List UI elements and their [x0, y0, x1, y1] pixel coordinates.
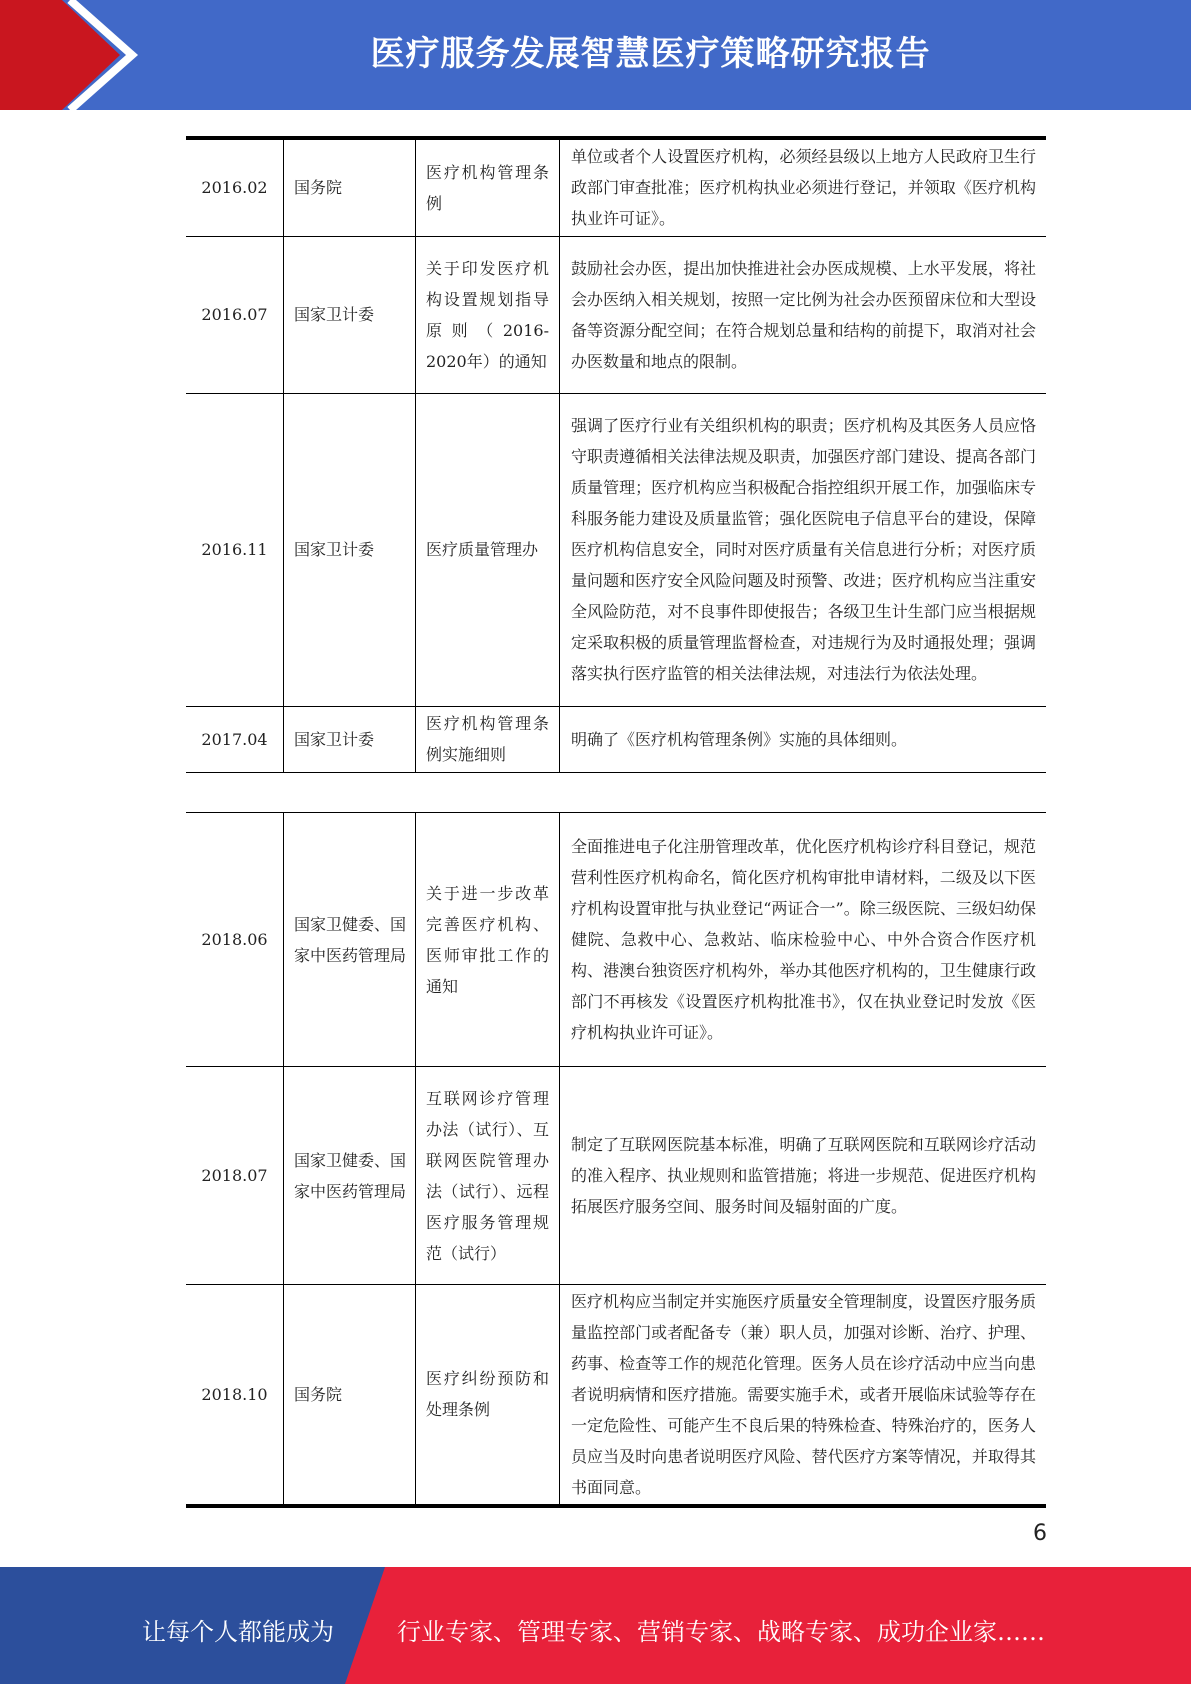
content-cell: 明确了《医疗机构管理条例》实施的具体细则。 — [560, 706, 1047, 772]
issuer-cell: 国家卫计委 — [284, 393, 416, 706]
policy-cell: 医疗机构管理条例实施细则 — [416, 706, 560, 772]
content-cell: 鼓励社会办医，提出加快推进社会办医成规模、上水平发展，将社会办医纳入相关规划，按照一定比例为社会办医预留床位和大型设备等资源分配空间；在符合规划总量和结构的前提下，取消对社会办医数量和地点的限制。 — [560, 236, 1047, 393]
table-row — [186, 1285, 1046, 1506]
date-cell: 2016.07 — [201, 305, 268, 324]
policy-cell: 关于进一步改革完善医疗机构、医师审批工作的通知 — [416, 813, 560, 1067]
page-number: 6 — [1033, 1521, 1047, 1546]
issuer-cell: 国家卫健委、国家中医药管理局 — [284, 1067, 416, 1285]
table-row — [186, 393, 1046, 706]
issuer-cell: 国家卫计委 — [284, 706, 416, 772]
footer-slogan-list: 行业专家、管理专家、营销专家、战略专家、成功企业家…… — [397, 1618, 1045, 1646]
content-cell: 强调了医疗行业有关组织机构的职责；医疗机构及其医务人员应恪守职责遵循相关法律法规及职责，加强医疗部门建设、提高各部门质量管理；医疗机构应当积极配合指控组织开展工作，加强临床专科服务能力建设及质量监管；强化医院电子信息平台的建设，保障医疗机构信息安全，同时对医疗质量有关信息进行分析；对医疗质量问题和医疗安全风险问题及时预警、改进；医疗机构应当注重安全风险防范，对不良事件即使报告；各级卫生计生部门应当根据规定采取积极的质量管理监督检查，对违规行为及时通报处理；强调落实执行医疗监管的相关法律法规，对违法行为依法处理。 — [560, 393, 1047, 706]
date-cell: 2018.07 — [201, 1166, 268, 1185]
page-header — [0, 0, 1191, 110]
policy-cell: 医疗机构管理条例 — [416, 138, 560, 236]
footer-slogan-lead: 让每个人都能成为 — [142, 1618, 334, 1646]
content-cell: 制定了互联网医院基本标准，明确了互联网医院和互联网诊疗活动的准入程序、执业规则和监管措施；将进一步规范、促进医疗机构拓展医疗服务空间、服务时间及辐射面的广度。 — [560, 1067, 1047, 1285]
date-cell: 2017.04 — [201, 729, 268, 749]
content-cell: 医疗机构应当制定并实施医疗质量安全管理制度，设置医疗服务质量监控部门或者配备专（兼）职人员，加强对诊断、治疗、护理、药事、检查等工作的规范化管理。医务人员在诊疗活动中应当向患者说明病情和医疗措施。需要实施手术，或者开展临床试验等存在一定危险性、可能产生不良后果的特殊检查、特殊治疗的，医务人员应当及时向患者说明医疗风险、替代医疗方案等情况，并取得其书面同意。 — [560, 1285, 1047, 1506]
date-cell: 2018.10 — [201, 1384, 268, 1404]
date-cell: 2016.02 — [201, 178, 268, 198]
issuer-cell: 国家卫计委 — [284, 236, 416, 393]
table-row — [186, 138, 1046, 236]
policy-cell: 医疗质量管理办 — [416, 393, 560, 706]
issuer-cell: 国务院 — [284, 1285, 416, 1506]
content-cell: 全面推进电子化注册管理改革，优化医疗机构诊疗科目登记，规范营利性医疗机构命名，简化医疗机构审批申请材料，二级及以下医疗机构设置审批与执业登记“两证合一”。除三级医院、三级妇幼保健院、急救中心、急救站、临床检验中心、中外合资合作医疗机构、港澳台独资医疗机构外，举办其他医疗机构的，卫生健康行政部门不再核发《设置医疗机构批准书》，仅在执业登记时发放《医疗机构执业许可证》。 — [560, 813, 1047, 1067]
date-cell: 2018.06 — [201, 930, 268, 949]
policy-cell: 互联网诊疗管理办法（试行）、互联网医院管理办法（试行）、远程医疗服务管理规范（试行） — [416, 1067, 560, 1285]
content-cell: 单位或者个人设置医疗机构，必须经县级以上地方人民政府卫生行政部门审查批准；医疗机构执业必须进行登记，并领取《医疗机构执业许可证》。 — [560, 138, 1047, 236]
date-cell: 2016.11 — [201, 540, 268, 559]
policy-table-part1 — [186, 136, 1046, 773]
table-row — [186, 1067, 1046, 1285]
policy-cell: 医疗纠纷预防和处理条例 — [416, 1285, 560, 1506]
table-row — [186, 706, 1046, 772]
issuer-cell: 国家卫健委、国家中医药管理局 — [284, 813, 416, 1067]
issuer-cell: 国务院 — [284, 138, 416, 236]
table-row — [186, 236, 1046, 393]
table-row — [186, 813, 1046, 1067]
report-title: 医疗服务发展智慧医疗策略研究报告 — [370, 34, 931, 74]
policy-cell: 关于印发医疗机构设置规划指导原则（2016-2020年）的通知 — [416, 236, 560, 393]
policy-table-part2 — [186, 812, 1046, 1508]
